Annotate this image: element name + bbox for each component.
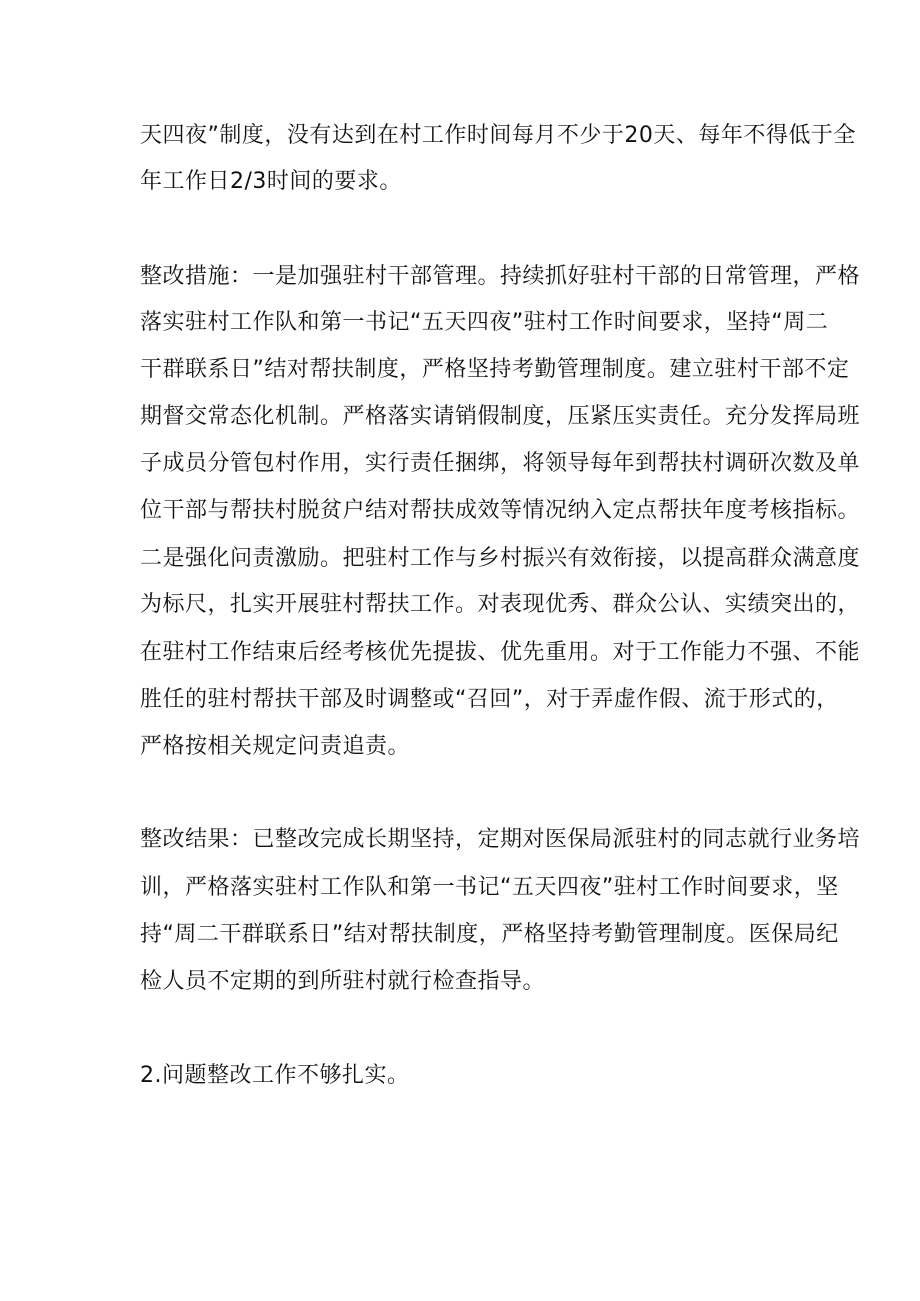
paragraph-2-line-1: 整改措施：一是加强驻村干部管理。持续抓好驻村干部的日常管理，严格 bbox=[140, 264, 861, 289]
paragraph-3-line-2: 训，严格落实驻村工作队和第一书记“五天四夜”驻村工作时间要求，坚 bbox=[140, 875, 839, 900]
paragraph-3-line-3: 持“周二干群联系日”结对帮扶制度，严格坚持考勤管理制度。医保局纪 bbox=[140, 922, 839, 947]
paragraph-2-line-5: 子成员分管包村作用，实行责任捆绑，将领导每年到帮扶村调研次数及单 bbox=[140, 451, 861, 476]
paragraph-2-line-2: 落实驻村工作队和第一书记“五天四夜”驻村工作时间要求，坚持“周二 bbox=[140, 310, 829, 335]
paragraph-2-line-3: 干群联系日”结对帮扶制度，严格坚持考勤管理制度。建立驻村干部不定 bbox=[140, 357, 850, 382]
paragraph-1-line-1: 天四夜”制度，没有达到在村工作时间每月不少于20天、每年不得低于全 bbox=[140, 123, 856, 148]
paragraph-3-line-1: 整改结果：已整改完成长期坚持，定期对医保局派驻村的同志就行业务培 bbox=[140, 827, 861, 852]
paragraph-2-line-8: 为标尺，扎实开展驻村帮扶工作。对表现优秀、群众公认、实绩突出的， bbox=[140, 592, 861, 617]
paragraph-2-line-4: 期督交常态化机制。严格落实请销假制度，压紧压实责任。充分发挥局班 bbox=[140, 404, 861, 429]
paragraph-2-line-9: 在驻村工作结束后经考核优先提拔、优先重用。对于工作能力不强、不能 bbox=[140, 640, 861, 665]
paragraph-2-line-11: 严格按相关规定问责追责。 bbox=[140, 734, 411, 759]
paragraph-2-line-10: 胜任的驻村帮扶干部及时调整或“召回”，对于弄虚作假、流于形式的， bbox=[140, 687, 839, 712]
paragraph-1-line-2: 年工作日2/3时间的要求。 bbox=[140, 169, 402, 194]
paragraph-2-line-7: 二是强化问责激励。把驻村工作与乡村振兴有效衔接，以提高群众满意度 bbox=[140, 546, 861, 571]
paragraph-3-line-4: 检人员不定期的到所驻村就行检查指导。 bbox=[140, 969, 546, 994]
paragraph-4-line-1: 2.问题整改工作不够扎实。 bbox=[140, 1063, 410, 1088]
paragraph-2-line-6: 位干部与帮扶村脱贫户结对帮扶成效等情况纳入定点帮扶年度考核指标。 bbox=[140, 498, 861, 523]
